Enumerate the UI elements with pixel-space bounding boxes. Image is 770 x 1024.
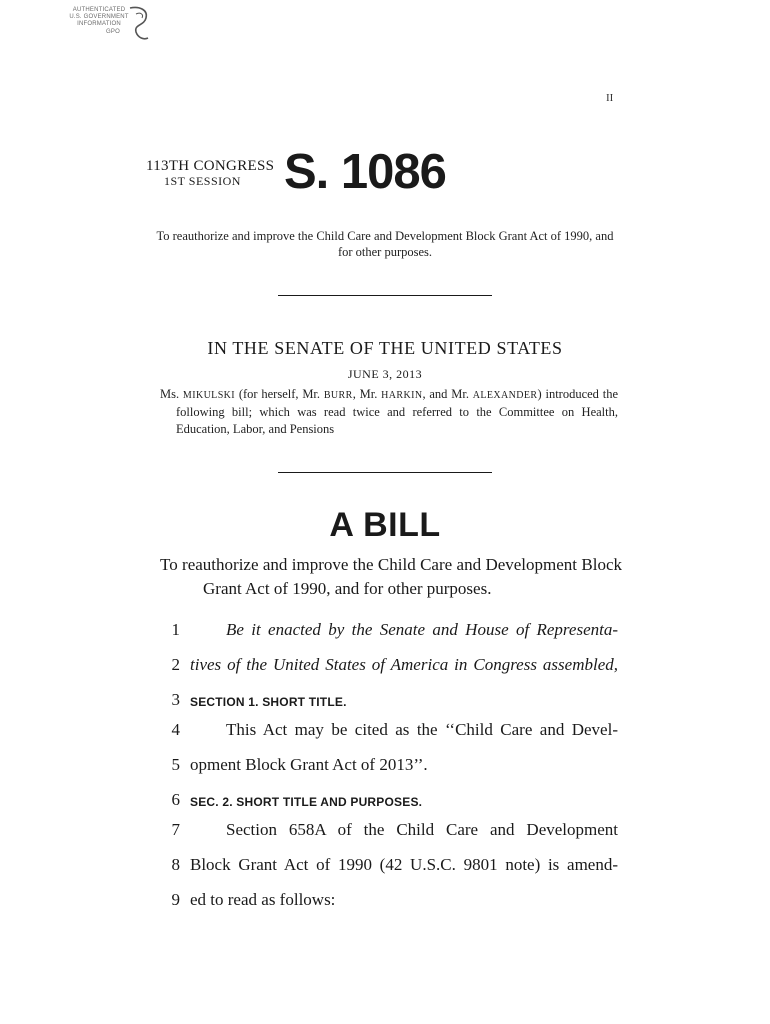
line-number: 2 xyxy=(171,655,180,674)
line-number: 1 xyxy=(171,620,180,639)
line-number: 9 xyxy=(171,890,180,909)
introduction-date: JUNE 3, 2013 xyxy=(347,367,423,381)
seal-text-line: U.S. GOVERNMENT xyxy=(69,14,129,20)
enacting-clause: tives of the United States of America in Congress assembled, xyxy=(190,655,618,674)
bill-line xyxy=(162,888,618,918)
bill-text: Section 658A of the Child Care and Development xyxy=(226,820,618,839)
introduction-statement: Ms. MIKULSKI (for herself, Mr. BURR, Mr. HARKIN, and Mr. ALEXANDER) introduced the following bill; which was read twice and referred to the Committee on Health, Education, Labor, and Pensions xyxy=(160,387,619,436)
seal-text-line: GPO xyxy=(106,29,120,35)
line-number: 3 xyxy=(171,690,180,709)
bill-line xyxy=(162,753,618,783)
bill-line xyxy=(162,788,618,818)
section-heading: SEC. 2. SHORT TITLE AND PURPOSES. xyxy=(190,795,423,809)
chamber-heading: IN THE SENATE OF THE UNITED STATES xyxy=(207,338,563,358)
section-heading: SECTION 1. SHORT TITLE. xyxy=(190,695,347,709)
seal-text-line: AUTHENTICATED xyxy=(72,7,126,13)
bill-text: This Act may be cited as the ‘‘Child Care and Devel- xyxy=(226,720,618,739)
bill-text: Block Grant Act of 1990 (42 U.S.C. 9801 note) is amend- xyxy=(190,855,618,874)
sponsor-name: MIKULSKI xyxy=(182,390,236,401)
gpo-authentication-seal xyxy=(64,4,154,48)
bill-line xyxy=(162,653,618,683)
seal-text-line: INFORMATION xyxy=(77,21,121,27)
cosponsor-name: ALEXANDER xyxy=(472,390,538,401)
cosponsor-name: BURR xyxy=(323,390,353,401)
enacting-clause: Be it enacted by the Senate and House of Representa- xyxy=(226,620,618,639)
line-number: 8 xyxy=(171,855,180,874)
bill-line xyxy=(162,718,618,748)
line-number: 4 xyxy=(171,720,180,739)
bill-line xyxy=(162,818,618,848)
cosponsor-name: HARKIN xyxy=(381,390,423,401)
bill-text: opment Block Grant Act of 2013’’. xyxy=(190,755,428,774)
bill-text: ed to read as follows: xyxy=(190,890,336,909)
divider xyxy=(278,472,492,473)
line-number: 6 xyxy=(171,790,180,809)
bill-title: To reauthorize and improve the Child Care and Development Block Grant Act of 1990, and for other purposes. xyxy=(160,555,622,598)
line-number: 7 xyxy=(171,820,180,839)
bill-line xyxy=(162,618,618,648)
bill-line xyxy=(162,853,618,883)
version-mark: II xyxy=(606,92,614,104)
short-purpose: To reauthorize and improve the Child Care and Development Block Grant Act of 1990, and for other purposes. xyxy=(156,229,614,259)
eagle-seal-icon xyxy=(126,4,152,44)
divider xyxy=(278,295,492,296)
bill-number: S. 1086 xyxy=(284,145,446,199)
session-number: 1ST SESSION xyxy=(164,174,241,188)
congress-number: 113TH CONGRESS xyxy=(146,158,275,174)
bill-heading: A BILL xyxy=(329,506,441,544)
line-number: 5 xyxy=(171,755,180,774)
bill-line xyxy=(162,688,618,718)
